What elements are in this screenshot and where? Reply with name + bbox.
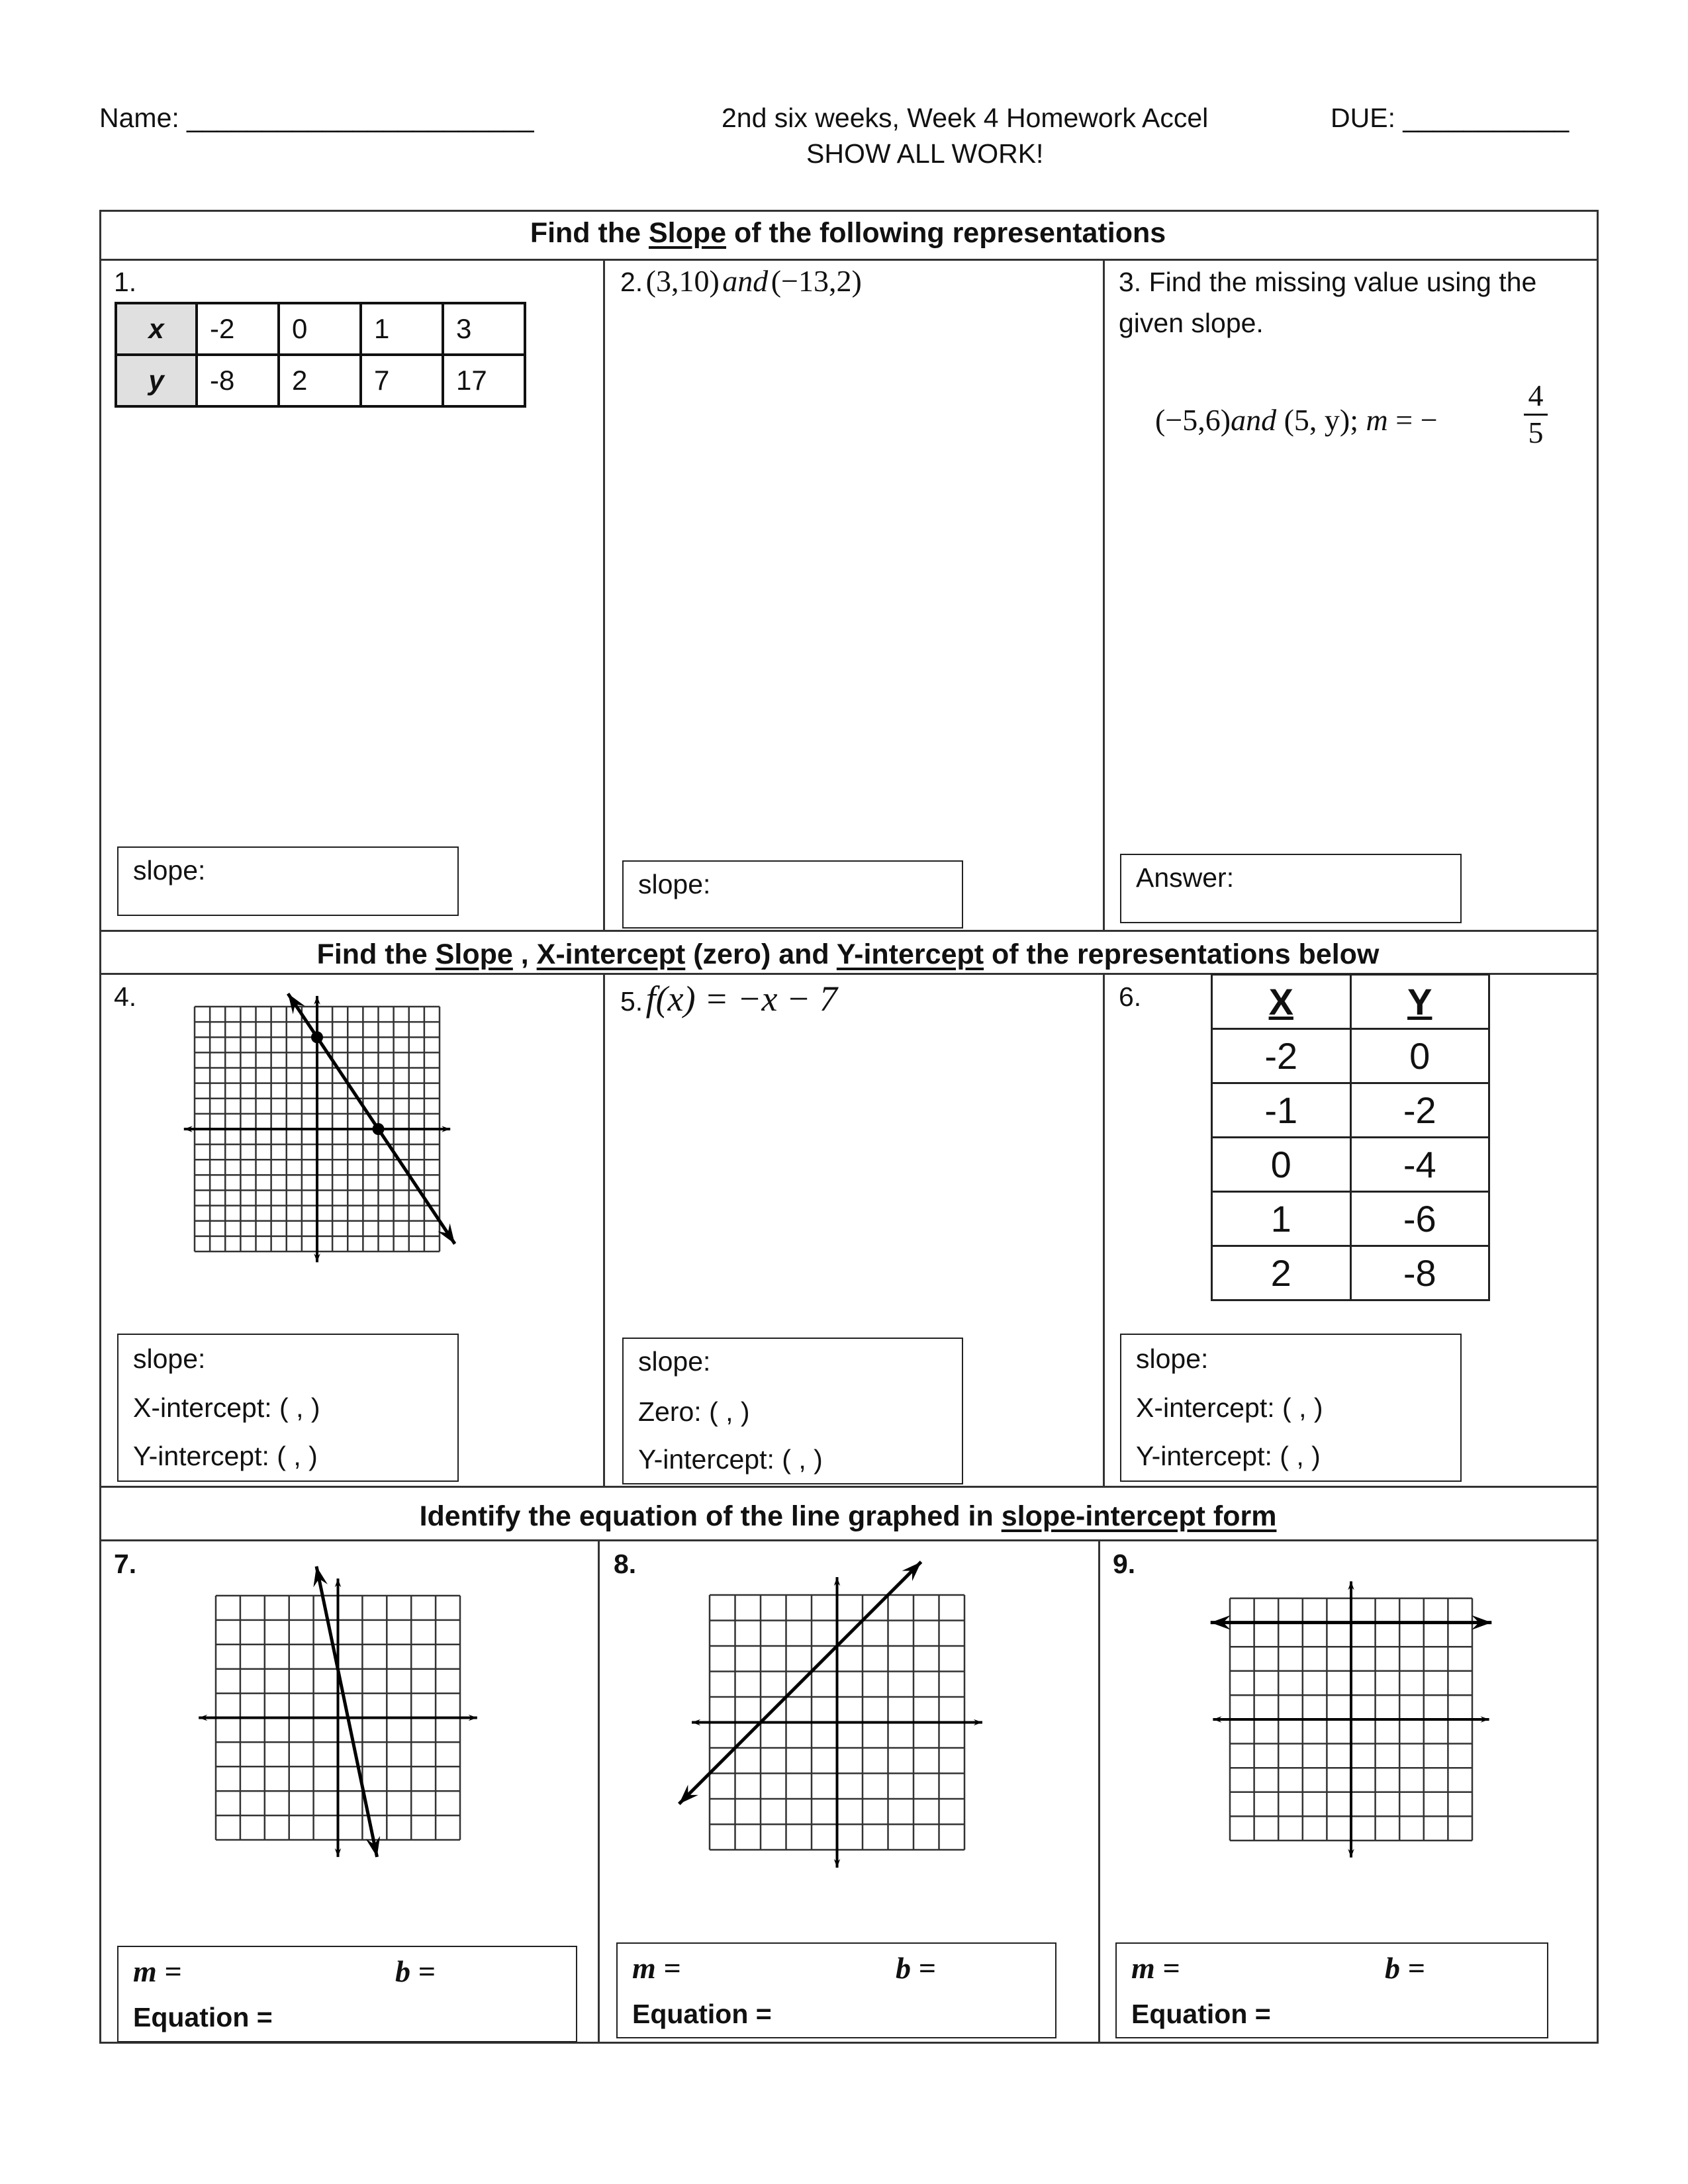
slope-fraction: 4 5 bbox=[1524, 379, 1548, 451]
m-label: m = bbox=[632, 1951, 681, 1985]
table-cell: 1 bbox=[1212, 1192, 1351, 1246]
problem-5-prompt bbox=[620, 978, 837, 1019]
slope-label: slope: bbox=[133, 1343, 206, 1374]
point-a: (3,10) bbox=[645, 264, 720, 298]
column-header-y: Y bbox=[1350, 975, 1489, 1029]
table-cell: 1 bbox=[361, 303, 443, 355]
problem-2-prompt bbox=[620, 263, 862, 298]
slope-label: slope: bbox=[638, 1346, 711, 1377]
table-cell: 0 bbox=[279, 303, 361, 355]
section-header-equation: Identify the equation of the line graphed in slope-intercept form bbox=[419, 1500, 1277, 1532]
m-label: m = bbox=[1131, 1951, 1180, 1985]
slope-label: slope: bbox=[1136, 1343, 1209, 1374]
problem-1-answer-box[interactable] bbox=[117, 846, 459, 916]
problem-1-table bbox=[115, 302, 526, 408]
x-intercept-label: X-intercept: ( , ) bbox=[133, 1392, 320, 1423]
table-cell: -8 bbox=[1350, 1246, 1489, 1300]
b-label: b = bbox=[896, 1951, 936, 1985]
divider bbox=[598, 1539, 600, 2042]
table-cell: -6 bbox=[1350, 1192, 1489, 1246]
problem-8-number: 8. bbox=[614, 1549, 637, 1579]
table-cell: 2 bbox=[279, 355, 361, 406]
problem-6-answer-box[interactable] bbox=[1120, 1334, 1462, 1482]
plotted-point bbox=[311, 1031, 323, 1043]
table-cell: -4 bbox=[1350, 1138, 1489, 1192]
b-label: b = bbox=[1385, 1951, 1425, 1985]
due-field-label: DUE: ___________ bbox=[1331, 103, 1570, 133]
and-text: and bbox=[722, 264, 769, 298]
worksheet-subtitle: SHOW ALL WORK! bbox=[806, 138, 1044, 169]
divider bbox=[603, 973, 605, 1486]
table-row-head: x bbox=[116, 303, 197, 355]
problem-2-number: 2. bbox=[620, 267, 643, 297]
function-expression: f(x) = −x − 7 bbox=[645, 979, 837, 1019]
answer-label: Answer: bbox=[1136, 862, 1235, 893]
divider bbox=[1098, 1539, 1100, 2042]
divider bbox=[1103, 259, 1105, 931]
table-cell: -2 bbox=[197, 303, 279, 355]
problem-7-answer-box[interactable] bbox=[117, 1946, 577, 2042]
problem-8-answer-box[interactable] bbox=[616, 1942, 1056, 2038]
slope-label: slope: bbox=[133, 855, 206, 886]
table-cell: 17 bbox=[443, 355, 525, 406]
y-intercept-label: Y-intercept: ( , ) bbox=[133, 1441, 318, 1471]
zero-label: Zero: ( , ) bbox=[638, 1396, 750, 1427]
b-label: b = bbox=[395, 1954, 436, 1988]
x-intercept-label: X-intercept: ( , ) bbox=[1136, 1392, 1323, 1423]
point-b: (−13,2) bbox=[771, 264, 862, 298]
section-header-slope: Find the Slope of the following representations bbox=[530, 217, 1166, 249]
table-cell: 0 bbox=[1212, 1138, 1351, 1192]
graph-9 bbox=[0, 0, 1, 1]
plotted-point bbox=[373, 1123, 385, 1135]
table-cell: 0 bbox=[1350, 1029, 1489, 1083]
name-field-label: Name: _______________________ bbox=[99, 103, 534, 133]
problem-4-number: 4. bbox=[114, 981, 137, 1012]
y-intercept-label: Y-intercept: ( , ) bbox=[1136, 1441, 1321, 1471]
problem-4-answer-box[interactable] bbox=[117, 1334, 459, 1482]
table-cell: -2 bbox=[1350, 1083, 1489, 1138]
section-header-intercepts: Find the Slope , X-intercept (zero) and Y-intercept of the representations below bbox=[316, 938, 1380, 970]
y-intercept-label: Y-intercept: ( , ) bbox=[638, 1444, 823, 1475]
problem-9-number: 9. bbox=[1113, 1549, 1136, 1579]
column-header-x: X bbox=[1212, 975, 1351, 1029]
table-row-head: y bbox=[116, 355, 197, 406]
problem-9-answer-box[interactable] bbox=[1115, 1942, 1548, 2038]
problem-1-number: 1. bbox=[114, 267, 137, 297]
divider bbox=[603, 259, 605, 931]
problem-3-answer-box[interactable] bbox=[1120, 854, 1462, 923]
divider bbox=[1103, 973, 1105, 1486]
table-cell: -2 bbox=[1212, 1029, 1351, 1083]
equation-label: Equation = bbox=[133, 2002, 273, 2032]
problem-3-equation: (−5,6)and (5, y); m = − bbox=[1155, 403, 1438, 437]
table-cell: 7 bbox=[361, 355, 443, 406]
worksheet-title: 2nd six weeks, Week 4 Homework Accel bbox=[722, 103, 1209, 133]
equation-label: Equation = bbox=[632, 1999, 772, 2029]
problem-3-text-line2: given slope. bbox=[1119, 308, 1264, 338]
problem-3-text-line1: 3. Find the missing value using the bbox=[1119, 267, 1537, 297]
equation-label: Equation = bbox=[1131, 1999, 1271, 2029]
problem-6-table bbox=[1211, 974, 1490, 1301]
slope-label: slope: bbox=[638, 869, 711, 899]
table-cell: 2 bbox=[1212, 1246, 1351, 1300]
table-cell: -8 bbox=[197, 355, 279, 406]
problem-2-answer-box[interactable] bbox=[622, 860, 963, 929]
problem-5-answer-box[interactable] bbox=[622, 1338, 963, 1484]
problem-7-number: 7. bbox=[114, 1549, 137, 1579]
problem-5-number: 5. bbox=[620, 986, 643, 1017]
table-cell: 3 bbox=[443, 303, 525, 355]
divider bbox=[99, 1539, 1599, 1541]
divider bbox=[99, 259, 1599, 261]
table-cell: -1 bbox=[1212, 1083, 1351, 1138]
divider bbox=[99, 930, 1599, 932]
problem-6-number: 6. bbox=[1119, 981, 1142, 1012]
divider bbox=[99, 1486, 1599, 1488]
m-label: m = bbox=[133, 1954, 182, 1988]
